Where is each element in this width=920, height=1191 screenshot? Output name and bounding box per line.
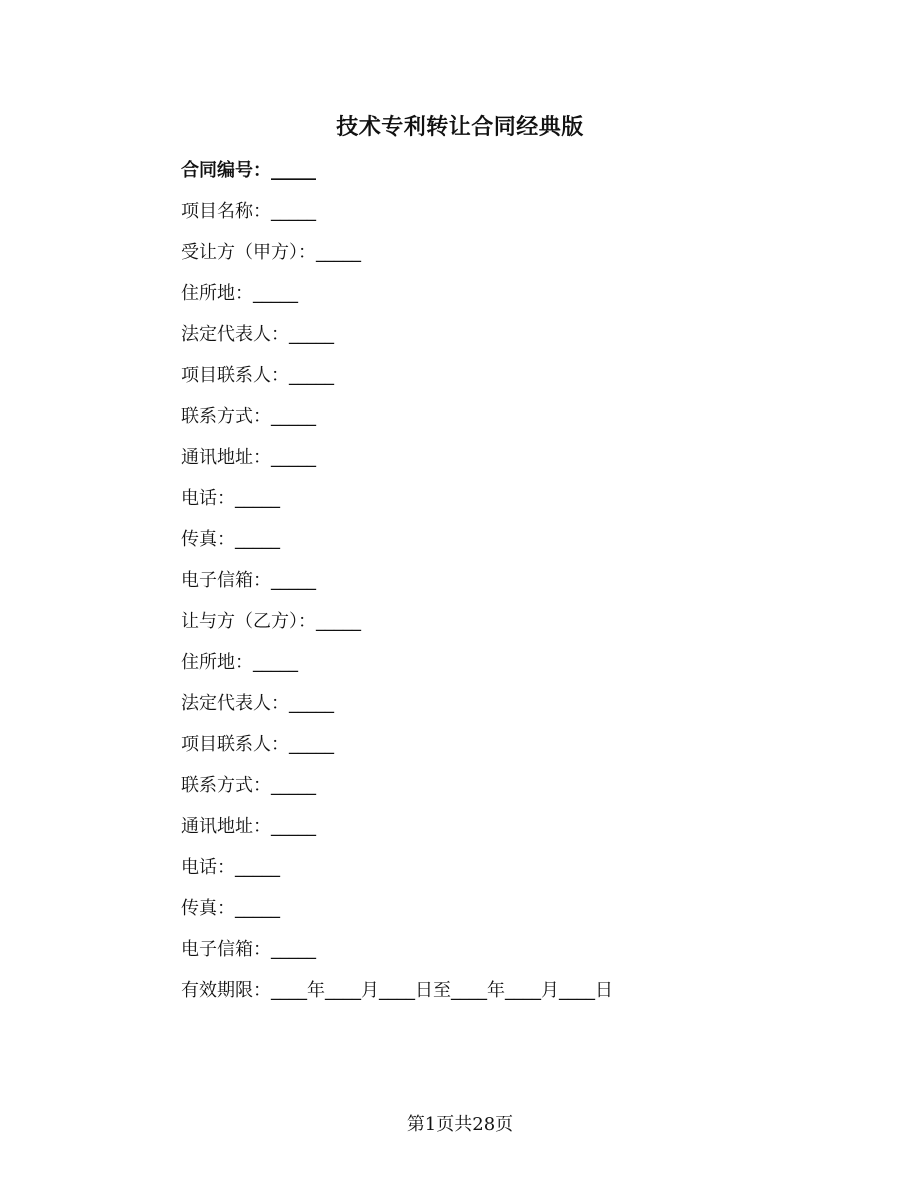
field-party-b-legal-rep: 法定代表人：_____ (181, 693, 334, 714)
field-party-a-fax: 传真：_____ (181, 529, 280, 550)
field-party-a-contact-method: 联系方式：_____ (181, 406, 316, 427)
page-number: 第1页共28页 (406, 1114, 514, 1135)
field-project-name: 项目名称：_____ (181, 201, 316, 222)
field-party-a-legal-rep: 法定代表人：_____ (181, 324, 334, 345)
field-party-b-phone: 电话：_____ (181, 857, 280, 878)
field-party-b-project-contact: 项目联系人：_____ (181, 734, 334, 755)
field-party-b-fax: 传真：_____ (181, 898, 280, 919)
field-party-a-project-contact: 项目联系人：_____ (181, 365, 334, 386)
field-party-b: 让与方（乙方）：_____ (181, 611, 361, 632)
contract-field-list (181, 156, 801, 1017)
field-party-b-contact-method: 联系方式：_____ (181, 775, 316, 796)
field-party-b-address: 住所地：_____ (181, 652, 298, 673)
field-party-a-phone: 电话：_____ (181, 488, 280, 509)
field-party-b-mailing-address: 通讯地址：_____ (181, 816, 316, 837)
field-party-a-address: 住所地：_____ (181, 283, 298, 304)
field-party-a-mailing-address: 通讯地址：_____ (181, 447, 316, 468)
field-contract-number: 合同编号：_____ (181, 160, 316, 181)
field-party-b-email: 电子信箱：_____ (181, 939, 316, 960)
field-party-a: 受让方（甲方）：_____ (181, 242, 361, 263)
field-party-a-email: 电子信箱：_____ (181, 570, 316, 591)
document-title: 技术专利转让合同经典版 (336, 115, 584, 140)
field-validity-period: 有效期限：____年____月____日至____年____月____日 (181, 980, 613, 1001)
